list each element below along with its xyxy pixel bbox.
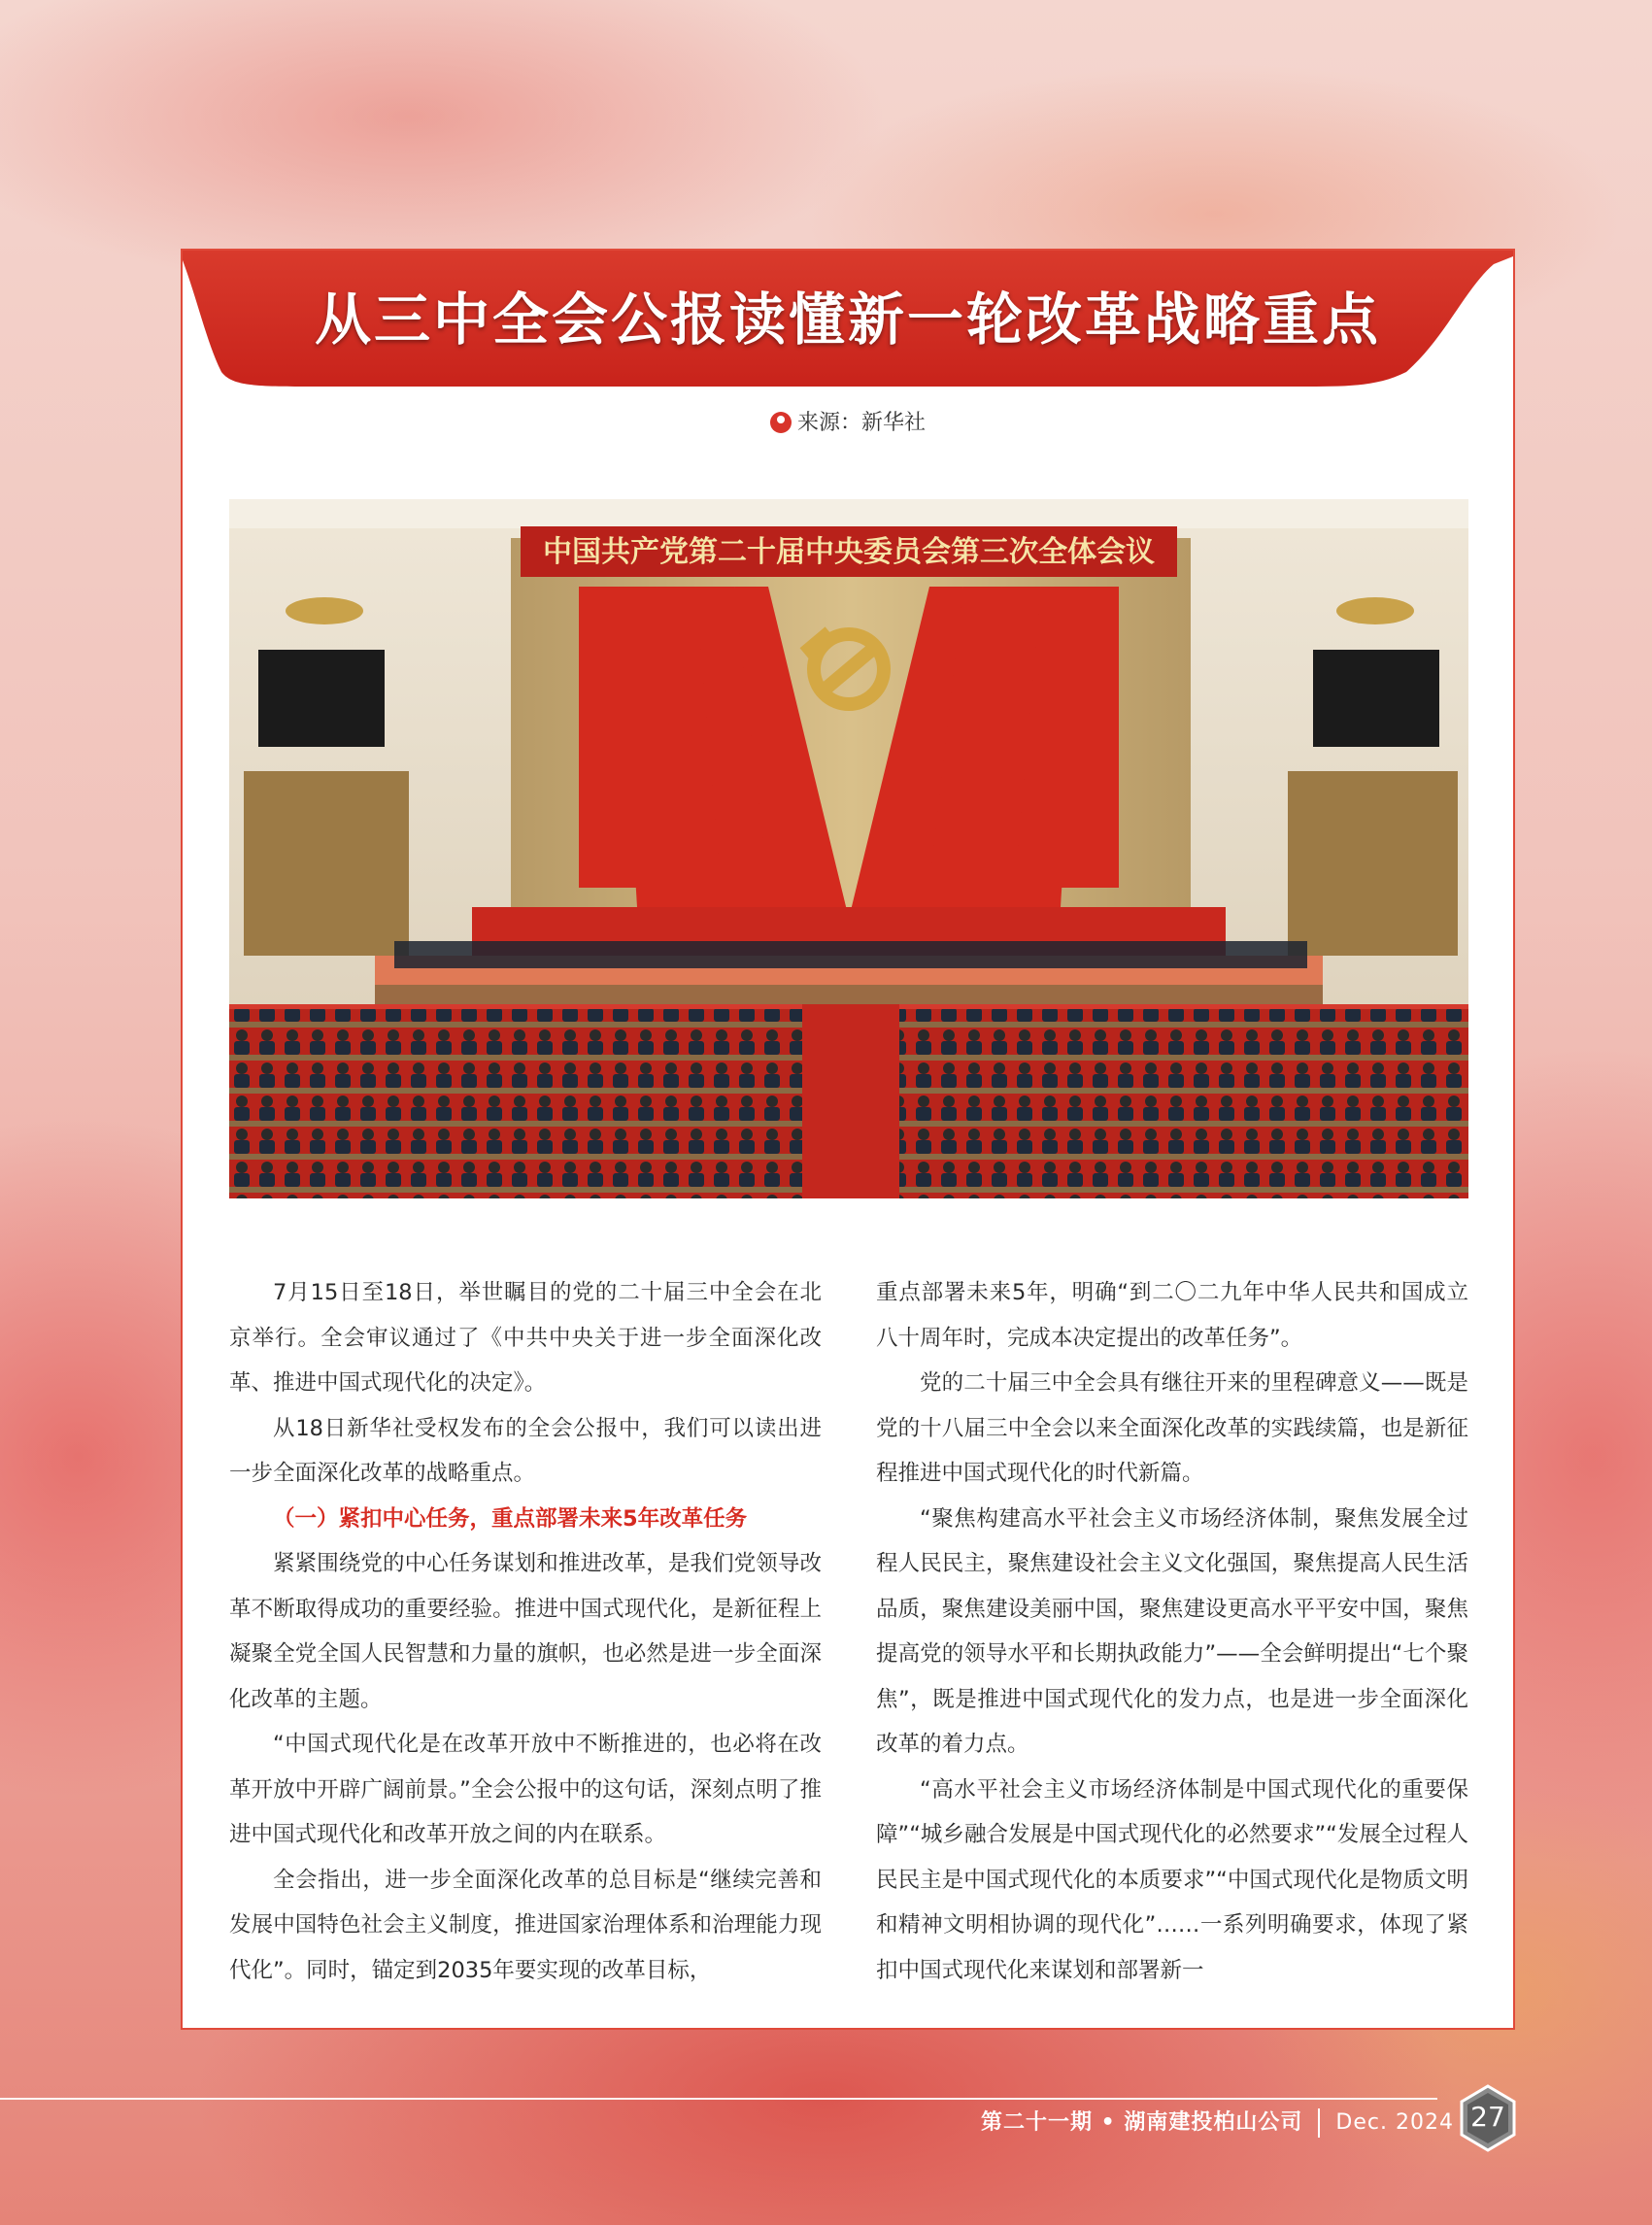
paragraph: 从18日新华社受权发布的全会公报中，我们可以读出进一步全面深化改革的战略重点。 (229, 1415, 822, 1486)
title-banner (183, 251, 1513, 396)
paragraph: 党的二十届三中全会具有继往开来的里程碑意义——既是党的十八届三中全会以来全面深化改革的实践续篇，也是新征程推进中国式现代化的时代新篇。 (876, 1370, 1468, 1486)
right-column (876, 1270, 1468, 1993)
paragraph: 7月15日至18日，举世瞩目的党的二十届三中全会在北京举行。全会审议通过了《中共中央关于进一步全面深化改革、推进中国式现代化的决定》。 (229, 1280, 822, 1396)
footer-divider (0, 2098, 1437, 2100)
issue-label: 第二十一期 • 湖南建投柏山公司 (981, 2110, 1303, 2135)
paragraph: 重点部署未来5年，明确“到二〇二九年中华人民共和国成立八十周年时，完成本决定提出的改革任务”。 (876, 1280, 1468, 1351)
source-line (183, 406, 1513, 436)
footer-separator (1318, 2108, 1320, 2138)
paragraph: 全会指出，进一步全面深化改革的总目标是“继续完善和发展中国特色社会主义制度，推进国家治理体系和治理能力现代化”。同时，锚定到2035年要实现的改革目标， (229, 1867, 822, 1983)
page-number: 27 (1470, 2101, 1505, 2133)
paragraph: “中国式现代化是在改革开放中不断推进的，也必将在改革开放中开辟广阔前景。”全会公报中的这句话，深刻点明了推进中国式现代化和改革开放之间的内在联系。 (229, 1732, 822, 1847)
article-panel (183, 251, 1513, 2028)
hall-banner-text: 中国共产党第二十届中央委员会第三次全体会议 (543, 535, 1155, 569)
paragraph: “高水平社会主义市场经济体制是中国式现代化的重要保障”“城乡融合发展是中国式现代化的必然要求”“发展全过程人民民主是中国式现代化的本质要求”“中国式现代化是物质文明和精神文明相协调的现代化”……一系列明确要求，体现了紧扣中国式现代化来谋划和部署新一 (876, 1776, 1468, 1983)
plenary-photo (229, 499, 1468, 1198)
user-icon (770, 412, 792, 433)
paragraph: 紧紧围绕党的中心任务谋划和推进改革，是我们党领导改革不断取得成功的重要经验。推进中国式现代化，是新征程上凝聚全党全国人民智慧和力量的旗帜，也必然是进一步全面深化改革的主题。 (229, 1551, 822, 1712)
section-heading: （一）紧扣中心任务，重点部署未来5年改革任务 (273, 1505, 748, 1532)
page-title: 从三中全会公报读懂新一轮改革战略重点 (314, 287, 1381, 353)
plenary-photo-illustration (229, 499, 1468, 1198)
footer (981, 2106, 1454, 2144)
paragraph: “聚焦构建高水平社会主义市场经济体制，聚焦发展全过程人民民主，聚焦建设社会主义文化强国，聚焦提高人民生活品质，聚焦建设美丽中国，聚焦建设更高水平平安中国，聚焦提高党的领导水平和长期执政能力”——全会鲜明提出“七个聚焦”，既是推进中国式现代化的发力点，也是进一步全面深化改革的着力点。 (876, 1505, 1468, 1757)
source-label: 来源：新华社 (796, 411, 926, 435)
issue-date: Dec. 2024 (1335, 2110, 1454, 2135)
left-column (229, 1270, 822, 1993)
